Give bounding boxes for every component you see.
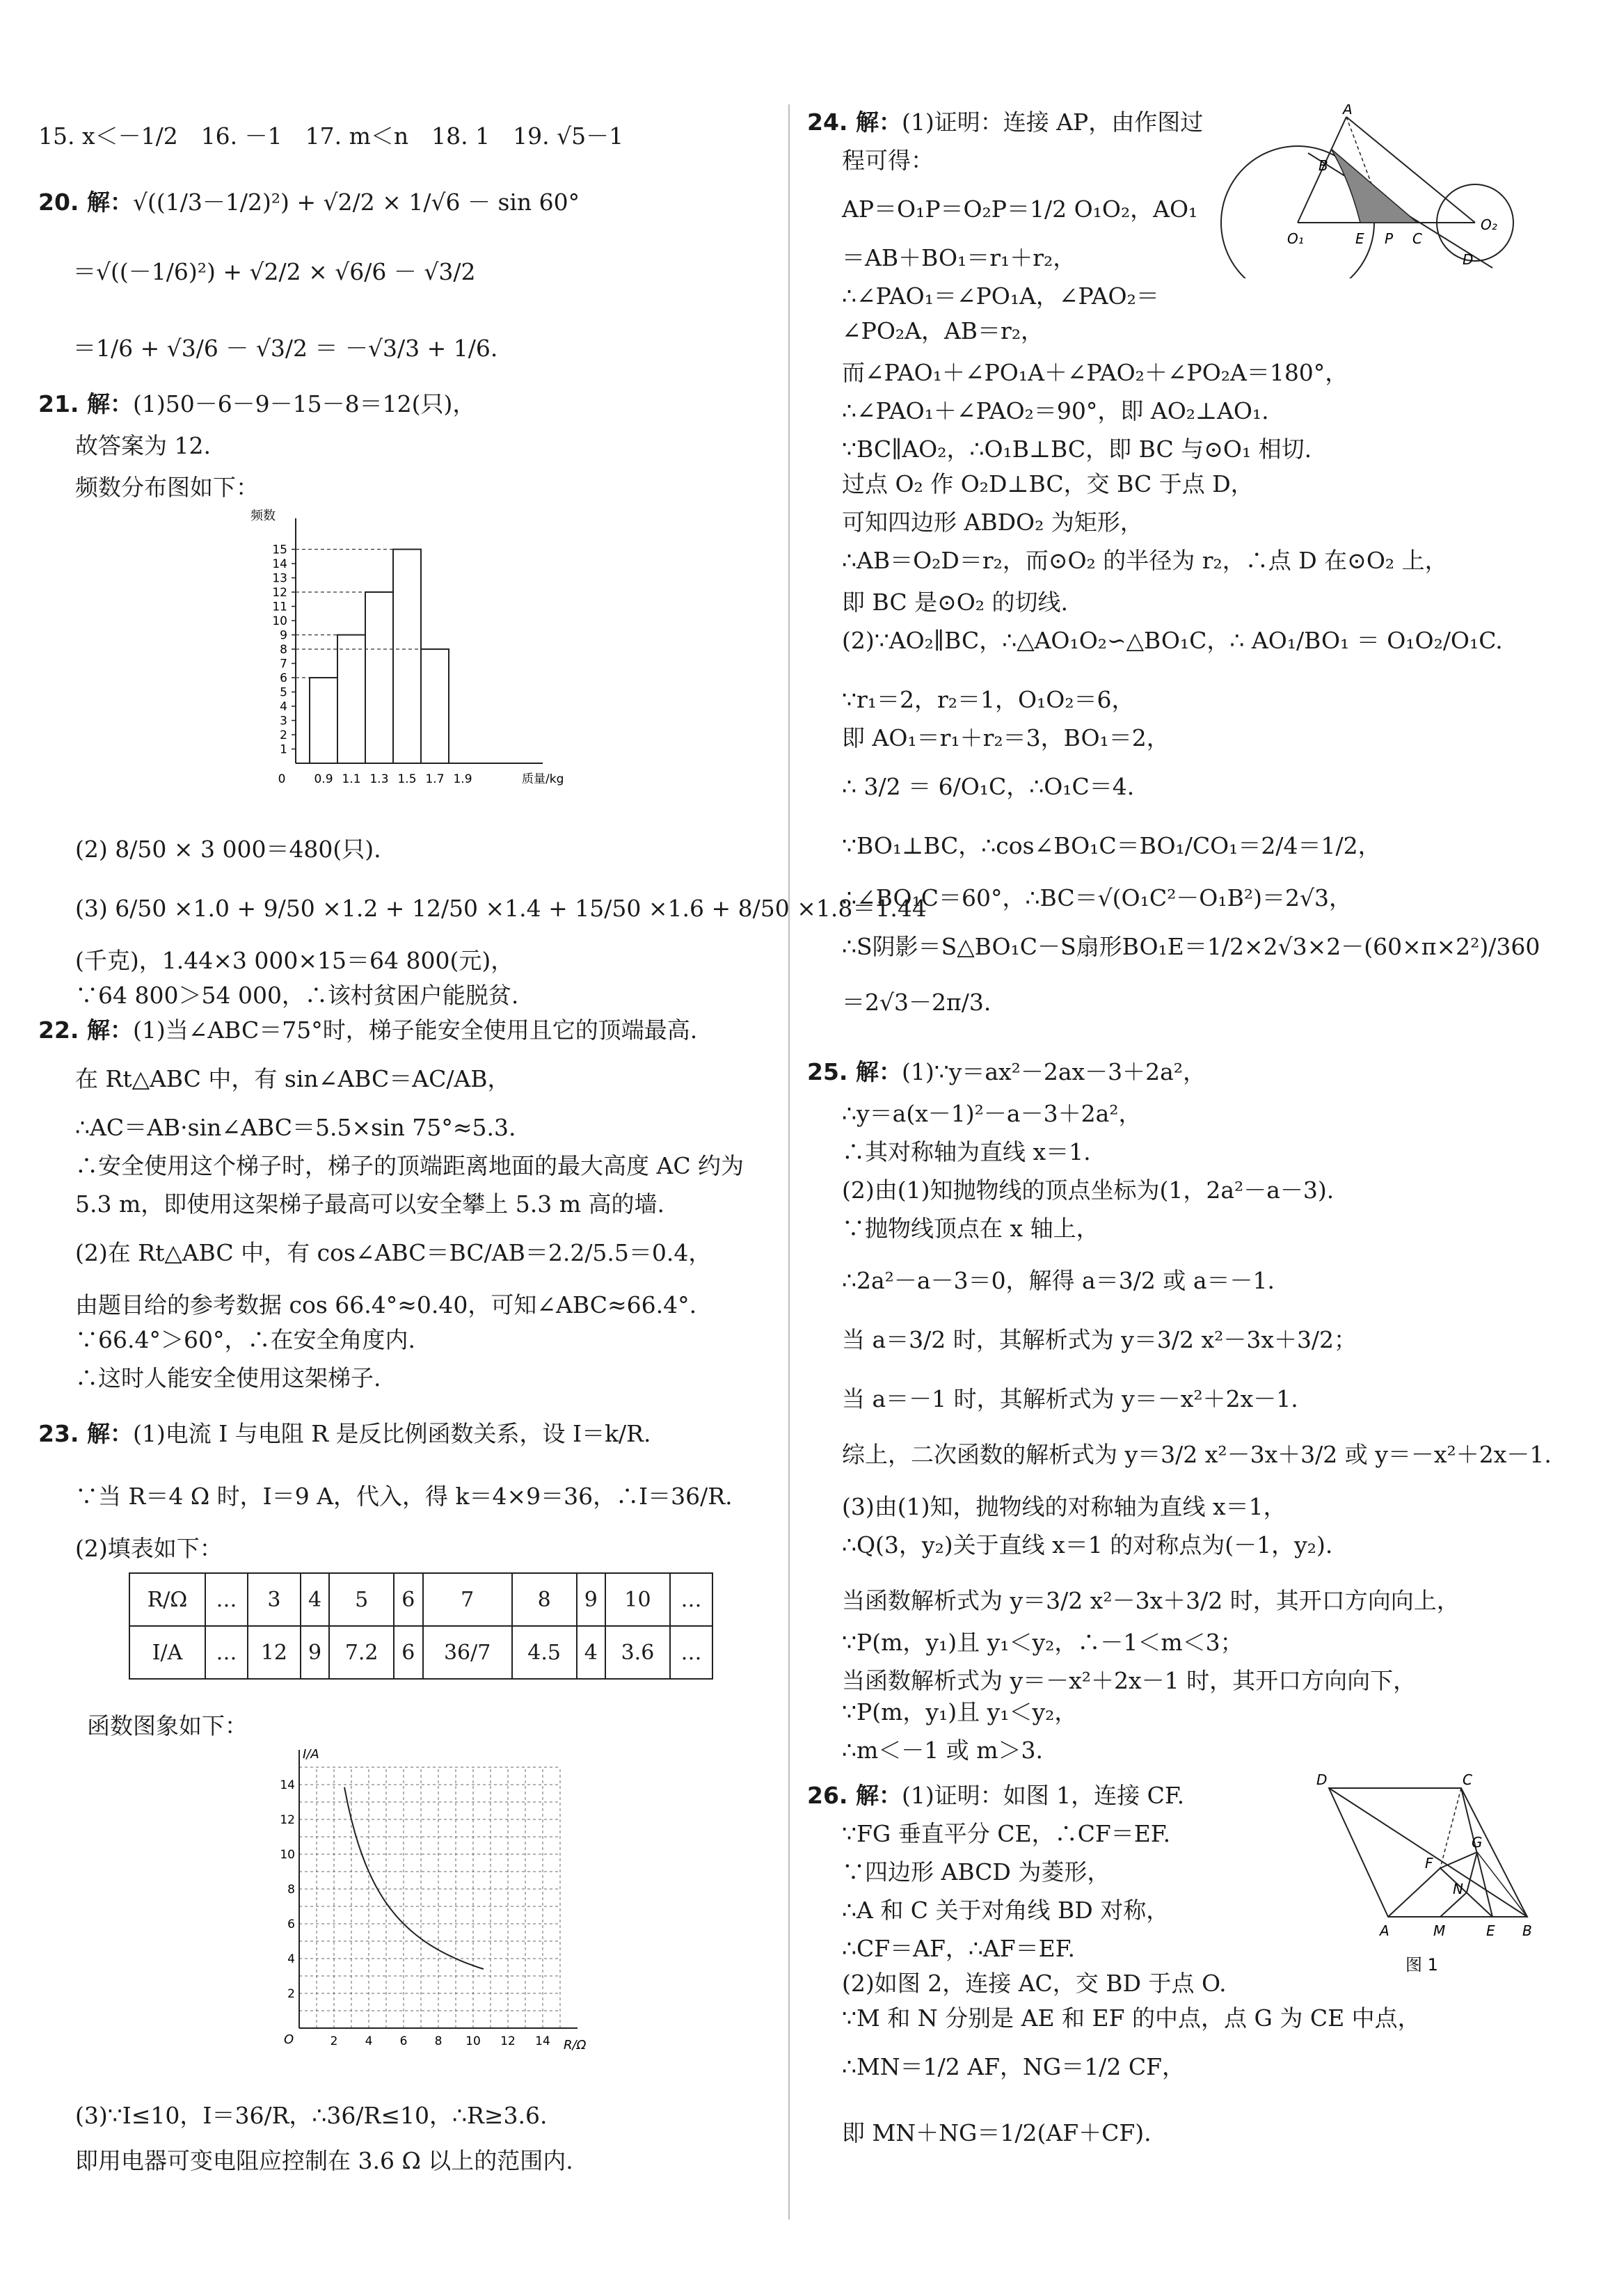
label-c: C <box>1463 1771 1472 1788</box>
table-cell: … <box>205 1626 248 1679</box>
left-text-line: ∴AC＝AB·sin∠ABC＝5.5×sin 75°≈5.3. <box>75 1114 516 1141</box>
right-text-line: ∵FG 垂直平分 CE，∴CF＝EF. <box>842 1820 1171 1847</box>
label-f: F <box>1425 1855 1433 1872</box>
y-tick-label: 3 <box>280 714 287 728</box>
table-cell: … <box>670 1573 712 1626</box>
y-tick-label: 9 <box>280 628 287 643</box>
left-text-line: ＝1/6 + √3/6 － √3/2 ＝ －√3/3 + 1/6. <box>73 335 498 362</box>
y-tick-label: 2 <box>280 728 287 742</box>
right-text-line: 25. 解：(1)∵y＝ax²－2ax－3＋2a²， <box>807 1058 1206 1085</box>
left-text-line: (千克)，1.44×3 000×15＝64 800(元)， <box>75 947 514 974</box>
right-text-line: 24. 解：(1)证明：连接 AP，由作图过 <box>807 109 1204 136</box>
table-cell: … <box>205 1573 248 1626</box>
right-text-line: ∴∠BO₁C＝60°，∴BC＝√(O₁C²－O₁B²)＝2√3， <box>842 884 1352 911</box>
segment-fg <box>1440 1852 1477 1868</box>
figure-24-circles <box>1218 104 1527 278</box>
left-text-line: 23. 解：(1)电流 I 与电阻 R 是反比例函数关系，设 I＝k/R. <box>38 1420 651 1447</box>
y-tick-label: 8 <box>280 643 287 657</box>
left-text-line: (3) 6/50 ×1.0 + 9/50 ×1.2 + 12/50 ×1.4 + 15/50 ×1.6 + 8/50 ×1.8＝1.44 <box>75 895 927 922</box>
x-tick-label: 0 <box>278 772 286 786</box>
left-text-line: ∴安全使用这个梯子时，梯子的顶端距离地面的最大高度 AC 约为 <box>75 1152 744 1179</box>
label-n: N <box>1453 1881 1463 1897</box>
left-text-line: ∴这时人能安全使用这架梯子. <box>75 1364 381 1392</box>
right-text-line: ∴CF＝AF，∴AF＝EF. <box>842 1935 1075 1962</box>
left-text-line: 故答案为 12. <box>75 432 211 459</box>
right-text-line: ∴m＜－1 或 m＞3. <box>842 1737 1044 1764</box>
left-text-line: (2) 8/50 × 3 000＝480(只). <box>75 836 381 863</box>
table-cell: 3 <box>248 1573 301 1626</box>
right-text-line: 综上，二次函数的解析式为 y＝3/2 x²－3x＋3/2 或 y＝－x²＋2x－1. <box>842 1441 1552 1468</box>
x-axis-label: 质量/kg <box>522 772 564 786</box>
right-text-line: ∴AB＝O₂D＝r₂，而⊙O₂ 的半径为 r₂，∴点 D 在⊙O₂ 上， <box>842 547 1448 574</box>
table-cell: 4.5 <box>512 1626 577 1679</box>
y-tick-label: 14 <box>280 1778 295 1792</box>
table-cell: 12 <box>248 1626 301 1679</box>
y-tick-label: 10 <box>280 1848 295 1862</box>
right-text-line: (2)如图 2，连接 AC，交 BD 于点 O. <box>842 1970 1227 1997</box>
right-text-line: ∴S阴影＝S△BO₁C－S扇形BO₁E＝1/2×2√3×2－(60×π×2²)/360 <box>842 933 1540 960</box>
label-o2: O₂ <box>1481 216 1497 233</box>
y-tick-label: 15 <box>272 543 287 557</box>
right-text-line: 而∠PAO₁＋∠PO₁A＋∠PAO₂＋∠PO₂A＝180°， <box>842 359 1348 386</box>
x-tick-label: 1.7 <box>425 772 445 786</box>
x-tick-label: 12 <box>500 2034 516 2048</box>
label-e: E <box>1355 230 1364 247</box>
table-cell: 7.2 <box>329 1626 394 1679</box>
left-text-line: ∵当 R＝4 Ω 时，I＝9 A，代入，得 k＝4×9＝36，∴I＝36/R. <box>75 1483 733 1510</box>
x-tick-label: 1.3 <box>369 772 389 786</box>
x-tick-label: 10 <box>465 2034 481 2048</box>
x-tick-label: 0.9 <box>314 772 333 786</box>
table-header-cell: I/A <box>129 1626 205 1679</box>
right-text-line: ∴∠PAO₁＝∠PO₁A，∠PAO₂＝ <box>842 282 1159 310</box>
y-tick-label: 11 <box>272 600 287 614</box>
right-text-line: ∴A 和 C 关于对角线 BD 对称， <box>842 1897 1170 1924</box>
left-text-line: ∵64 800＞54 000，∴该村贫困户能脱贫. <box>75 982 519 1009</box>
right-text-line: ∵P(m，y₁)且 y₁＜y₂， <box>842 1698 1078 1725</box>
histogram-bar <box>310 678 337 763</box>
right-text-line: 当函数解析式为 y＝－x²＋2x－1 时，其开口方向向下， <box>842 1667 1417 1694</box>
label-a: A <box>1380 1922 1389 1939</box>
label-g: G <box>1472 1834 1483 1851</box>
right-text-line: (3)由(1)知，抛物线的对称轴为直线 x＝1， <box>842 1493 1287 1520</box>
right-text-line: ∴MN＝1/2 AF，NG＝1/2 CF， <box>842 2053 1185 2080</box>
table-cell: 7 <box>423 1573 512 1626</box>
left-text-line: 5.3 m，即使用这架梯子最高可以安全攀上 5.3 m 高的墙. <box>75 1190 664 1218</box>
y-tick-label: 12 <box>272 586 287 600</box>
column-divider <box>788 104 790 2219</box>
table-header-cell: R/Ω <box>129 1573 205 1626</box>
table-cell: 5 <box>329 1573 394 1626</box>
x-tick-label: 1.5 <box>397 772 417 786</box>
label-d: D <box>1463 251 1474 268</box>
right-text-line: ∴2a²－a－3＝0，解得 a＝3/2 或 a＝－1. <box>842 1267 1275 1294</box>
right-text-line: 当 a＝3/2 时，其解析式为 y＝3/2 x²－3x＋3/2； <box>842 1326 1357 1353</box>
histogram-bar <box>365 592 393 763</box>
right-text-line: ∴ 3/2 ＝ 6/O₁C，∴O₁C＝4. <box>842 773 1135 800</box>
y-tick-label: 10 <box>272 614 287 628</box>
label-b: B <box>1319 157 1328 174</box>
label-o1: O₁ <box>1287 230 1304 247</box>
left-text-line: (2)在 Rt△ABC 中，有 cos∠ABC＝BC/AB＝2.2/5.5＝0.4， <box>75 1239 712 1266</box>
y-tick-label: 7 <box>280 657 287 671</box>
right-text-line: 当函数解析式为 y＝3/2 x²－3x＋3/2 时，其开口方向向上， <box>842 1587 1460 1614</box>
left-text-line: 函数图象如下： <box>87 1712 248 1739</box>
inverse-function-graph <box>271 1743 598 2059</box>
right-text-line: ∴∠PAO₁＋∠PAO₂＝90°，即 AO₂⊥AO₁. <box>842 397 1269 424</box>
table-cell: 10 <box>605 1573 670 1626</box>
right-text-line: 即 MN＋NG＝1/2(AF＋CF). <box>842 2119 1152 2146</box>
y-tick-label: 12 <box>280 1813 295 1827</box>
table-cell: 36/7 <box>423 1626 512 1679</box>
left-text-line: ∵66.4°＞60°，∴在安全角度内. <box>75 1326 415 1353</box>
y-tick-label: 4 <box>287 1952 295 1966</box>
right-text-line: (2)由(1)知抛物线的顶点坐标为(1，2a²－a－3). <box>842 1177 1335 1204</box>
x-tick-label: 1.9 <box>453 772 472 786</box>
right-text-line: 程可得： <box>842 147 934 174</box>
left-text-line: 频数分布图如下： <box>75 474 259 501</box>
y-tick-label: 6 <box>280 671 287 685</box>
origin-label: O <box>284 2032 294 2047</box>
right-text-line: 过点 O₂ 作 O₂D⊥BC，交 BC 于点 D， <box>842 470 1254 497</box>
right-text-line: ∠PO₂A，AB＝r₂， <box>842 317 1044 344</box>
segment-ng <box>1467 1852 1477 1892</box>
right-text-line: ∴其对称轴为直线 x＝1. <box>842 1138 1091 1165</box>
label-c: C <box>1412 230 1422 247</box>
right-text-line: ∴Q(3，y₂)关于直线 x＝1 的对称点为(－1，y₂). <box>842 1531 1333 1558</box>
y-axis-label: I/A <box>303 1747 319 1762</box>
left-text-line: 21. 解：(1)50－6－9－15－8＝12(只)， <box>38 390 476 417</box>
figure-26-rhombus <box>1308 1767 1538 1990</box>
right-text-line: 即 BC 是⊙O₂ 的切线. <box>842 589 1069 616</box>
right-text-line: ∵P(m，y₁)且 y₁＜y₂，∴－1＜m＜3； <box>842 1629 1243 1656</box>
y-tick-label: 8 <box>287 1883 295 1897</box>
left-text-line: 22. 解：(1)当∠ABC＝75°时，梯子能安全使用且它的顶端最高. <box>38 1017 698 1044</box>
table-cell: 6 <box>394 1573 422 1626</box>
left-text-line: 20. 解：√((1/3－1/2)²) + √2/2 × 1/√6 － sin 60° <box>38 189 580 216</box>
segment-cf <box>1440 1788 1461 1868</box>
y-tick-label: 2 <box>287 1987 295 2001</box>
table-row-r <box>129 1573 712 1626</box>
right-text-line: ＝2√3－2π/3. <box>842 989 991 1016</box>
y-tick-label: 1 <box>280 742 287 757</box>
histogram-bar <box>337 635 365 764</box>
x-tick-label: 6 <box>399 2034 408 2048</box>
left-text-line: (2)填表如下： <box>75 1535 223 1562</box>
y-tick-label: 5 <box>280 685 287 700</box>
right-text-line: AP＝O₁P＝O₂P＝1/2 O₁O₂，AO₁ <box>842 196 1198 223</box>
right-text-line: (2)∵AO₂∥BC，∴△AO₁O₂∽△BO₁C，∴ AO₁/BO₁ ＝ O₁O₂/O₁C. <box>842 627 1503 654</box>
table-cell: … <box>670 1626 712 1679</box>
right-text-line: 即 AO₁＝r₁＋r₂＝3，BO₁＝2， <box>842 724 1170 751</box>
right-text-line: ∴y＝a(x－1)²－a－3＋2a²， <box>842 1100 1142 1127</box>
table-row-i <box>129 1626 712 1679</box>
left-text-line: 15. x＜－1/2 16. －1 17. m＜n 18. 1 19. √5－1 <box>38 122 624 150</box>
label-d: D <box>1316 1771 1328 1788</box>
y-tick-label: 14 <box>272 557 287 571</box>
left-text-line: ＝√((－1/6)²) + √2/2 × √6/6 － √3/2 <box>73 258 476 285</box>
shaded-region <box>1331 149 1417 223</box>
histogram-bar <box>393 550 421 764</box>
x-axis-label: R/Ω <box>564 2038 587 2052</box>
x-tick-label: 4 <box>365 2034 373 2048</box>
figure-caption: 图 1 <box>1405 1955 1438 1975</box>
table-cell: 4 <box>577 1626 605 1679</box>
right-text-line: 26. 解：(1)证明：如图 1，连接 CF. <box>807 1782 1185 1809</box>
x-tick-label: 8 <box>434 2034 443 2048</box>
label-b: B <box>1522 1922 1532 1939</box>
table-cell: 8 <box>512 1573 577 1626</box>
table-cell: 4 <box>301 1573 329 1626</box>
right-text-line: ＝AB＋BO₁＝r₁＋r₂， <box>842 244 1076 271</box>
frequency-histogram <box>230 504 578 811</box>
y-axis-label: 频数 <box>250 509 276 523</box>
label-m: M <box>1433 1922 1446 1939</box>
right-text-line: 当 a＝－1 时，其解析式为 y＝－x²＋2x－1. <box>842 1385 1298 1412</box>
y-tick-label: 4 <box>280 700 287 714</box>
label-e: E <box>1486 1922 1495 1939</box>
right-text-line: ∵M 和 N 分别是 AE 和 EF 的中点，点 G 为 CE 中点， <box>842 2004 1421 2032</box>
y-tick-label: 6 <box>287 1918 295 1931</box>
resistance-current-table <box>129 1572 713 1680</box>
right-text-line: ∵BC∥AO₂，∴O₁B⊥BC，即 BC 与⊙O₁ 相切. <box>842 436 1312 463</box>
table-cell: 9 <box>577 1573 605 1626</box>
left-text-line: 即用电器可变电阻应控制在 3.6 Ω 以上的范围内. <box>75 2147 573 2174</box>
curve-i-36-over-r <box>344 1787 484 1969</box>
right-text-line: 可知四边形 ABDO₂ 为矩形， <box>842 509 1143 536</box>
label-a: A <box>1343 104 1353 118</box>
x-tick-label: 14 <box>535 2034 550 2048</box>
x-tick-label: 2 <box>330 2034 338 2048</box>
right-text-line: ∵BO₁⊥BC，∴cos∠BO₁C＝BO₁/CO₁＝2/4＝1/2， <box>842 832 1381 859</box>
left-text-line: 在 Rt△ABC 中，有 sin∠ABC＝AC/AB， <box>75 1065 511 1092</box>
y-tick-label: 13 <box>272 571 287 586</box>
right-text-line: ∵r₁＝2，r₂＝1，O₁O₂＝6， <box>842 686 1135 713</box>
right-text-line: ∵四边形 ABCD 为菱形， <box>842 1858 1110 1886</box>
label-p: P <box>1385 230 1394 247</box>
left-text-line: (3)∵I≤10，I＝36/R，∴36/R≤10，∴R≥3.6. <box>75 2102 548 2129</box>
table-cell: 6 <box>394 1626 422 1679</box>
right-text-line: ∵抛物线顶点在 x 轴上， <box>842 1215 1099 1242</box>
left-text-line: 由题目给的参考数据 cos 66.4°≈0.40，可知∠ABC≈66.4°. <box>75 1291 697 1318</box>
table-cell: 9 <box>301 1626 329 1679</box>
segment-af <box>1388 1868 1440 1917</box>
x-tick-label: 1.1 <box>342 772 361 786</box>
histogram-bar <box>421 649 449 763</box>
table-cell: 3.6 <box>605 1626 670 1679</box>
